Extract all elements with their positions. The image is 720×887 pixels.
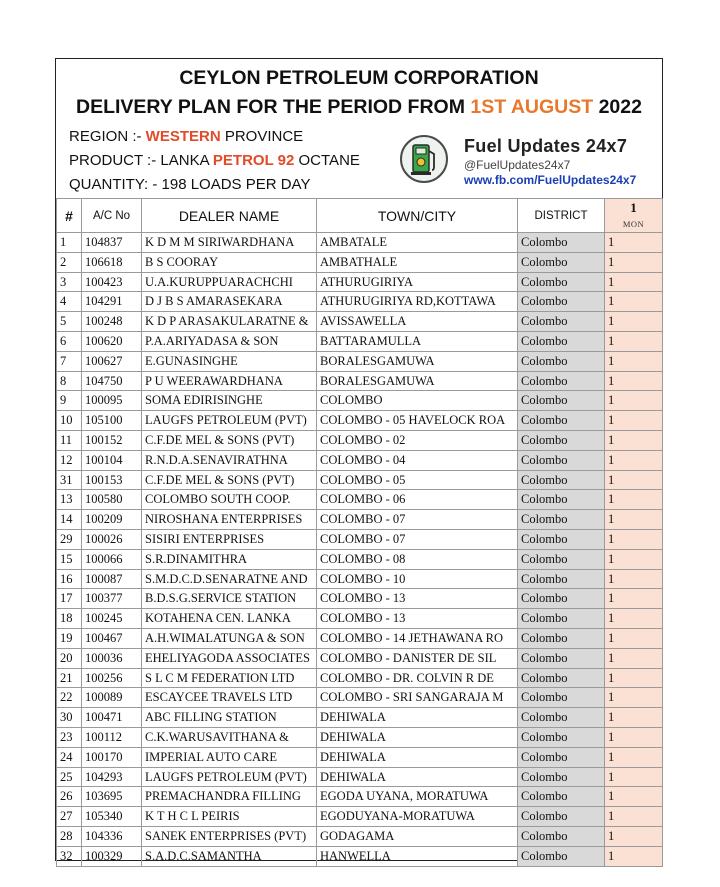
row-dealer-name: PREMACHANDRA FILLING: [142, 787, 317, 807]
row-dealer-name: P U WEERAWARDHANA: [142, 371, 317, 391]
row-account-number: 100580: [82, 490, 142, 510]
row-town: COLOMBO - 05: [317, 470, 518, 490]
row-account-number: 100152: [82, 430, 142, 450]
row-dealer-name: R.N.D.A.SENAVIRATHNA: [142, 450, 317, 470]
row-quantity: 1: [605, 411, 663, 431]
row-dealer-name: E.GUNASINGHE: [142, 351, 317, 371]
delivery-plan-sheet: [55, 58, 663, 861]
row-quantity: 1: [605, 450, 663, 470]
row-district: Colombo: [518, 351, 605, 371]
region-line: [69, 128, 303, 145]
row-account-number: 105100: [82, 411, 142, 431]
table-row: [57, 430, 663, 450]
row-town: DEHIWALA: [317, 747, 518, 767]
row-account-number: 104336: [82, 826, 142, 846]
row-town: COLOMBO - 10: [317, 569, 518, 589]
table-row: [57, 529, 663, 549]
row-town: AMBATALE: [317, 233, 518, 253]
col-header-no: #: [57, 199, 82, 233]
organization-title: CEYLON PETROLEUM CORPORATION: [179, 67, 539, 89]
row-quantity: 1: [605, 846, 663, 866]
table-row: [57, 331, 663, 351]
row-quantity: 1: [605, 767, 663, 787]
row-district: Colombo: [518, 233, 605, 253]
table-header-row: [57, 199, 663, 233]
row-district: Colombo: [518, 391, 605, 411]
row-quantity: 1: [605, 371, 663, 391]
row-number: 24: [57, 747, 82, 767]
table-row: [57, 569, 663, 589]
row-account-number: 100329: [82, 846, 142, 866]
row-number: 8: [57, 371, 82, 391]
row-dealer-name: LAUGFS PETROLEUM (PVT): [142, 767, 317, 787]
row-district: Colombo: [518, 668, 605, 688]
row-dealer-name: KOTAHENA CEN. LANKA: [142, 609, 317, 629]
row-dealer-name: C.F.DE MEL & SONS (PVT): [142, 470, 317, 490]
table-row: [57, 787, 663, 807]
brand-block: [464, 136, 636, 187]
row-account-number: 103695: [82, 787, 142, 807]
table-row: [57, 252, 663, 272]
row-account-number: 100248: [82, 312, 142, 332]
row-town: ATHURUGIRIYA: [317, 272, 518, 292]
row-district: Colombo: [518, 490, 605, 510]
row-district: Colombo: [518, 252, 605, 272]
col-header-district: DISTRICT: [518, 199, 605, 233]
table-row: [57, 391, 663, 411]
row-quantity: 1: [605, 233, 663, 253]
row-district: Colombo: [518, 549, 605, 569]
row-account-number: 100095: [82, 391, 142, 411]
row-number: 28: [57, 826, 82, 846]
table-row: [57, 668, 663, 688]
table-body: [57, 233, 663, 867]
row-number: 20: [57, 648, 82, 668]
table-row: [57, 688, 663, 708]
row-account-number: 100256: [82, 668, 142, 688]
row-dealer-name: K D M M SIRIWARDHANA: [142, 233, 317, 253]
plan-title-year: 2022: [593, 96, 642, 118]
row-number: 1: [57, 233, 82, 253]
row-account-number: 104750: [82, 371, 142, 391]
row-number: 26: [57, 787, 82, 807]
row-town: COLOMBO - 06: [317, 490, 518, 510]
row-district: Colombo: [518, 708, 605, 728]
row-quantity: 1: [605, 688, 663, 708]
table-row: [57, 470, 663, 490]
row-dealer-name: P.A.ARIYADASA & SON: [142, 331, 317, 351]
table-row: [57, 767, 663, 787]
table-row: [57, 609, 663, 629]
row-number: 7: [57, 351, 82, 371]
row-account-number: 100153: [82, 470, 142, 490]
row-town: COLOMBO: [317, 391, 518, 411]
row-number: 22: [57, 688, 82, 708]
table-row: [57, 272, 663, 292]
row-number: 25: [57, 767, 82, 787]
table-row: [57, 351, 663, 371]
row-account-number: 100112: [82, 727, 142, 747]
product-label: PRODUCT :- LANKA: [69, 152, 213, 169]
row-account-number: 100377: [82, 589, 142, 609]
row-quantity: 1: [605, 391, 663, 411]
row-quantity: 1: [605, 470, 663, 490]
row-number: 18: [57, 609, 82, 629]
col-header-town: TOWN/CITY: [317, 199, 518, 233]
row-account-number: 100245: [82, 609, 142, 629]
row-town: ATHURUGIRIYA RD,KOTTAWA: [317, 292, 518, 312]
row-quantity: 1: [605, 312, 663, 332]
row-district: Colombo: [518, 727, 605, 747]
row-dealer-name: COLOMBO SOUTH COOP.: [142, 490, 317, 510]
quantity-line: QUANTITY: - 198 LOADS PER DAY: [69, 176, 311, 193]
row-district: Colombo: [518, 846, 605, 866]
row-quantity: 1: [605, 807, 663, 827]
row-town: AVISSAWELLA: [317, 312, 518, 332]
row-town: COLOMBO - 04: [317, 450, 518, 470]
row-dealer-name: ABC FILLING STATION: [142, 708, 317, 728]
table-row: [57, 727, 663, 747]
row-district: Colombo: [518, 510, 605, 530]
row-number: 12: [57, 450, 82, 470]
row-number: 31: [57, 470, 82, 490]
row-number: 15: [57, 549, 82, 569]
brand-handle: @FuelUpdates24x7: [464, 158, 571, 172]
row-quantity: 1: [605, 510, 663, 530]
row-dealer-name: K T H C L PEIRIS: [142, 807, 317, 827]
table-row: [57, 490, 663, 510]
product-value: PETROL 92: [212, 152, 295, 169]
row-quantity: 1: [605, 351, 663, 371]
row-account-number: 100467: [82, 628, 142, 648]
row-town: COLOMBO - 05 HAVELOCK ROA: [317, 411, 518, 431]
row-dealer-name: D J B S AMARASEKARA: [142, 292, 317, 312]
row-dealer-name: S.M.D.C.D.SENARATNE AND: [142, 569, 317, 589]
row-account-number: 100089: [82, 688, 142, 708]
row-number: 11: [57, 430, 82, 450]
row-account-number: 106618: [82, 252, 142, 272]
brand-name: Fuel Updates 24x7: [464, 136, 628, 156]
fuel-pump-icon: [399, 134, 449, 184]
row-quantity: 1: [605, 252, 663, 272]
row-district: Colombo: [518, 529, 605, 549]
row-dealer-name: SANEK ENTERPRISES (PVT): [142, 826, 317, 846]
row-town: GODAGAMA: [317, 826, 518, 846]
row-number: 9: [57, 391, 82, 411]
row-district: Colombo: [518, 411, 605, 431]
row-quantity: 1: [605, 490, 663, 510]
row-town: BATTARAMULLA: [317, 331, 518, 351]
table-row: [57, 233, 663, 253]
row-quantity: 1: [605, 331, 663, 351]
row-district: Colombo: [518, 826, 605, 846]
row-number: 19: [57, 628, 82, 648]
table-row: [57, 292, 663, 312]
row-number: 30: [57, 708, 82, 728]
row-account-number: 100627: [82, 351, 142, 371]
table-row: [57, 846, 663, 866]
table-row: [57, 450, 663, 470]
row-account-number: 104291: [82, 292, 142, 312]
row-account-number: 100087: [82, 569, 142, 589]
row-town: DEHIWALA: [317, 727, 518, 747]
table-row: [57, 826, 663, 846]
row-number: 27: [57, 807, 82, 827]
row-district: Colombo: [518, 628, 605, 648]
row-quantity: 1: [605, 826, 663, 846]
row-town: COLOMBO - 14 JETHAWANA RO: [317, 628, 518, 648]
row-quantity: 1: [605, 727, 663, 747]
row-town: COLOMBO - 13: [317, 609, 518, 629]
row-town: BORALESGAMUWA: [317, 351, 518, 371]
row-town: COLOMBO - 13: [317, 589, 518, 609]
row-account-number: 100209: [82, 510, 142, 530]
row-town: AMBATHALE: [317, 252, 518, 272]
row-quantity: 1: [605, 549, 663, 569]
row-number: 16: [57, 569, 82, 589]
row-account-number: 100471: [82, 708, 142, 728]
row-town: COLOMBO - SRI SANGARAJA M: [317, 688, 518, 708]
row-dealer-name: U.A.KURUPPUARACHCHI: [142, 272, 317, 292]
table-row: [57, 648, 663, 668]
row-district: Colombo: [518, 589, 605, 609]
row-account-number: 100036: [82, 648, 142, 668]
row-district: Colombo: [518, 767, 605, 787]
table-row: [57, 747, 663, 767]
row-dealer-name: S L C M FEDERATION LTD: [142, 668, 317, 688]
row-dealer-name: S.A.D.C.SAMANTHA: [142, 846, 317, 866]
row-number: 3: [57, 272, 82, 292]
row-district: Colombo: [518, 272, 605, 292]
row-account-number: 100423: [82, 272, 142, 292]
row-account-number: 100620: [82, 331, 142, 351]
row-town: COLOMBO - 02: [317, 430, 518, 450]
row-quantity: 1: [605, 628, 663, 648]
row-dealer-name: C.F.DE MEL & SONS (PVT): [142, 430, 317, 450]
row-number: 5: [57, 312, 82, 332]
row-quantity: 1: [605, 668, 663, 688]
row-quantity: 1: [605, 787, 663, 807]
row-quantity: 1: [605, 609, 663, 629]
row-dealer-name: B.D.S.G.SERVICE STATION: [142, 589, 317, 609]
row-dealer-name: IMPERIAL AUTO CARE: [142, 747, 317, 767]
row-number: 13: [57, 490, 82, 510]
col-header-ac: A/C No: [82, 199, 142, 233]
row-number: 10: [57, 411, 82, 431]
row-number: 2: [57, 252, 82, 272]
row-dealer-name: SISIRI ENTERPRISES: [142, 529, 317, 549]
col-header-day: [605, 199, 663, 233]
region-label: REGION :-: [69, 128, 146, 145]
row-number: 4: [57, 292, 82, 312]
row-district: Colombo: [518, 648, 605, 668]
row-number: 23: [57, 727, 82, 747]
row-district: Colombo: [518, 312, 605, 332]
row-account-number: 104293: [82, 767, 142, 787]
row-quantity: 1: [605, 529, 663, 549]
row-district: Colombo: [518, 331, 605, 351]
row-district: Colombo: [518, 787, 605, 807]
row-district: Colombo: [518, 807, 605, 827]
row-district: Colombo: [518, 569, 605, 589]
row-town: DEHIWALA: [317, 767, 518, 787]
row-dealer-name: A.H.WIMALATUNGA & SON: [142, 628, 317, 648]
row-dealer-name: SOMA EDIRISINGHE: [142, 391, 317, 411]
row-number: 32: [57, 846, 82, 866]
row-district: Colombo: [518, 450, 605, 470]
row-account-number: 100066: [82, 549, 142, 569]
row-district: Colombo: [518, 292, 605, 312]
row-district: Colombo: [518, 688, 605, 708]
table-row: [57, 708, 663, 728]
row-quantity: 1: [605, 747, 663, 767]
row-town: EGODA UYANA, MORATUWA: [317, 787, 518, 807]
region-suffix: PROVINCE: [220, 128, 304, 145]
row-town: BORALESGAMUWA: [317, 371, 518, 391]
table-row: [57, 807, 663, 827]
product-line: [69, 152, 360, 169]
row-number: 21: [57, 668, 82, 688]
row-district: Colombo: [518, 430, 605, 450]
row-quantity: 1: [605, 708, 663, 728]
plan-title-prefix: DELIVERY PLAN FOR THE PERIOD FROM: [76, 96, 471, 118]
row-town: COLOMBO - 08: [317, 549, 518, 569]
brand-url[interactable]: www.fb.com/FuelUpdates24x7: [464, 173, 637, 187]
row-district: Colombo: [518, 371, 605, 391]
row-quantity: 1: [605, 648, 663, 668]
table-row: [57, 589, 663, 609]
row-quantity: 1: [605, 589, 663, 609]
row-quantity: 1: [605, 272, 663, 292]
row-dealer-name: C.K.WARUSAVITHANA &: [142, 727, 317, 747]
row-town: DEHIWALA: [317, 708, 518, 728]
day-number: 1: [630, 199, 637, 215]
row-town: HANWELLA: [317, 846, 518, 866]
plan-title-date: 1ST AUGUST: [470, 96, 594, 118]
row-dealer-name: LAUGFS PETROLEUM (PVT): [142, 411, 317, 431]
table-row: [57, 510, 663, 530]
row-number: 17: [57, 589, 82, 609]
row-town: COLOMBO - DANISTER DE SIL: [317, 648, 518, 668]
row-dealer-name: EHELIYAGODA ASSOCIATES: [142, 648, 317, 668]
row-town: EGODUYANA-MORATUWA: [317, 807, 518, 827]
col-header-dealer: DEALER NAME: [142, 199, 317, 233]
row-quantity: 1: [605, 569, 663, 589]
table-row: [57, 549, 663, 569]
row-district: Colombo: [518, 609, 605, 629]
row-quantity: 1: [605, 430, 663, 450]
row-account-number: 100026: [82, 529, 142, 549]
row-number: 29: [57, 529, 82, 549]
table-row: [57, 312, 663, 332]
row-town: COLOMBO - DR. COLVIN R DE: [317, 668, 518, 688]
row-account-number: 100104: [82, 450, 142, 470]
row-dealer-name: B S COORAY: [142, 252, 317, 272]
row-account-number: 100170: [82, 747, 142, 767]
row-district: Colombo: [518, 747, 605, 767]
row-number: 14: [57, 510, 82, 530]
product-suffix: OCTANE: [294, 152, 360, 169]
table-row: [57, 411, 663, 431]
row-district: Colombo: [518, 470, 605, 490]
row-quantity: 1: [605, 292, 663, 312]
plan-title: [56, 96, 662, 119]
row-account-number: 104837: [82, 233, 142, 253]
row-dealer-name: NIROSHANA ENTERPRISES: [142, 510, 317, 530]
table-row: [57, 371, 663, 391]
row-account-number: 105340: [82, 807, 142, 827]
row-town: COLOMBO - 07: [317, 510, 518, 530]
row-dealer-name: S.R.DINAMITHRA: [142, 549, 317, 569]
row-number: 6: [57, 331, 82, 351]
delivery-table: [56, 198, 663, 867]
row-dealer-name: K D P ARASAKULARATNE &: [142, 312, 317, 332]
table-row: [57, 628, 663, 648]
day-name: MON: [622, 218, 645, 229]
row-dealer-name: ESCAYCEE TRAVELS LTD: [142, 688, 317, 708]
row-town: COLOMBO - 07: [317, 529, 518, 549]
region-value: WESTERN: [145, 128, 221, 145]
